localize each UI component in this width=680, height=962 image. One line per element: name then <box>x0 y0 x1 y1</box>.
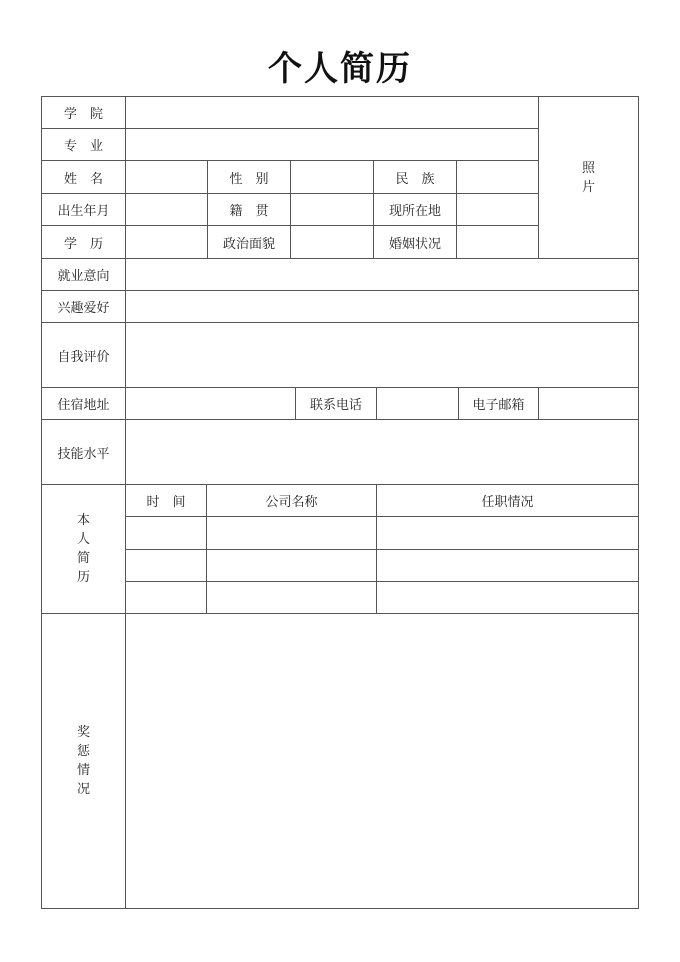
resume-company-field[interactable] <box>207 550 376 581</box>
birth-field[interactable] <box>126 194 207 225</box>
major-label: 专 业 <box>63 139 103 154</box>
email-label: 电子邮箱 <box>472 398 525 413</box>
phone-field[interactable] <box>377 388 458 419</box>
awards-field[interactable] <box>126 614 638 908</box>
ethnicity-field[interactable] <box>457 161 538 193</box>
marital-status-field[interactable] <box>457 226 538 258</box>
major-field[interactable] <box>126 129 538 160</box>
political-status-field[interactable] <box>291 226 373 258</box>
skills-label: 技能水平 <box>57 446 110 462</box>
birth-label: 出生年月 <box>57 204 110 219</box>
current-location-label: 现所在地 <box>388 204 441 219</box>
resume-position-field[interactable] <box>377 582 638 613</box>
job-intention-label: 就业意向 <box>57 269 110 284</box>
resume-company-field[interactable] <box>207 517 376 549</box>
resume-time-field[interactable] <box>126 582 206 613</box>
position-column-header: 任职情况 <box>481 495 534 510</box>
address-label: 住宿地址 <box>57 398 110 413</box>
native-place-label: 籍 贯 <box>229 204 269 219</box>
self-evaluation-field[interactable] <box>126 323 638 387</box>
name-label: 姓 名 <box>63 171 103 187</box>
name-field[interactable] <box>126 161 207 193</box>
resume-time-field[interactable] <box>126 517 206 549</box>
resume-section-label: 本 人 简 历 <box>76 513 90 585</box>
political-status-label: 政治面貌 <box>222 236 275 252</box>
phone-label: 联系电话 <box>309 398 362 413</box>
education-label: 学 历 <box>63 236 103 252</box>
border-right <box>638 96 639 909</box>
photo-placeholder: 照 片 <box>581 160 595 195</box>
resume-company-field[interactable] <box>207 582 376 613</box>
skills-field[interactable] <box>126 420 638 484</box>
gender-label: 性 别 <box>229 171 269 187</box>
current-location-field[interactable] <box>457 194 538 225</box>
time-column-header: 时 间 <box>146 495 186 510</box>
hobbies-field[interactable] <box>126 291 638 322</box>
resume-position-field[interactable] <box>377 517 638 549</box>
gender-field[interactable] <box>291 161 373 193</box>
email-field[interactable] <box>539 388 638 419</box>
college-field[interactable] <box>126 97 538 128</box>
border-bottom <box>41 908 639 909</box>
marital-status-label: 婚姻状况 <box>388 236 441 252</box>
ethnicity-label: 民 族 <box>395 171 435 187</box>
awards-section-label: 奖 惩 情 况 <box>76 725 90 797</box>
college-label: 学 院 <box>63 107 103 122</box>
hobbies-label: 兴趣爱好 <box>57 301 110 316</box>
resume-time-field[interactable] <box>126 550 206 581</box>
self-evaluation-label: 自我评价 <box>57 349 110 365</box>
company-column-header: 公司名称 <box>265 495 318 510</box>
native-place-field[interactable] <box>291 194 373 225</box>
address-field[interactable] <box>126 388 295 419</box>
resume-position-field[interactable] <box>377 550 638 581</box>
education-field[interactable] <box>126 226 207 258</box>
page-title: 个人简历 <box>268 49 412 89</box>
job-intention-field[interactable] <box>126 259 638 290</box>
